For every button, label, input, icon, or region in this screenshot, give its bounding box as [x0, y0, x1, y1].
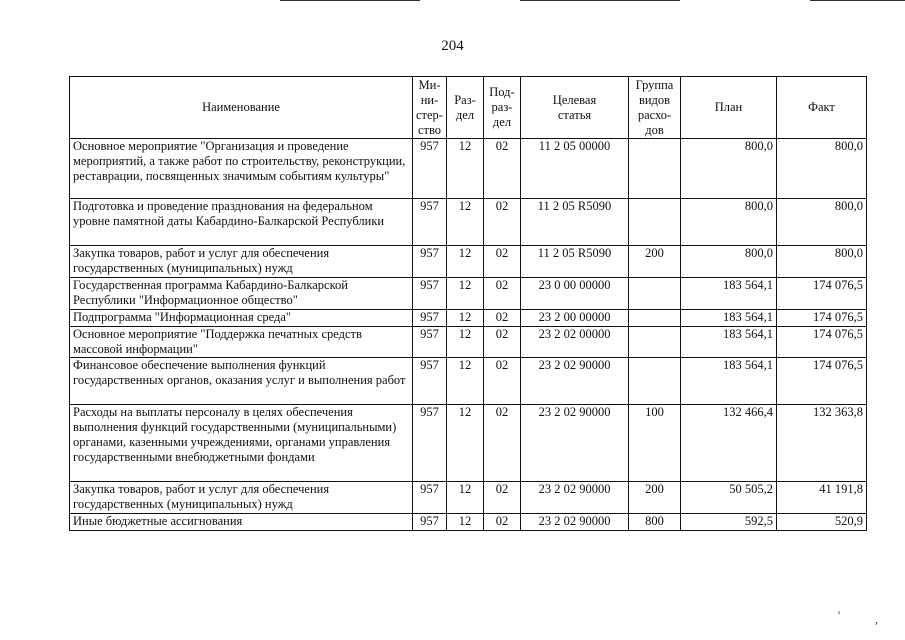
top-border-line	[280, 0, 420, 1]
row-article: 23 2 02 90000	[521, 514, 629, 531]
row-subsection: 02	[484, 199, 521, 246]
row-article: 23 2 02 90000	[521, 482, 629, 514]
table-row	[70, 358, 867, 405]
row-ministry: 957	[413, 199, 447, 246]
row-name: Иные бюджетные ассигнования	[70, 514, 413, 531]
row-name: Подготовка и проведение празднования на федеральном уровне памятной даты Кабардино-Балкарской Республики	[70, 199, 413, 246]
row-name: Закупка товаров, работ и услуг для обеспечения государственных (муниципальных) нужд	[70, 482, 413, 514]
table-row	[70, 246, 867, 278]
row-section: 12	[447, 199, 484, 246]
row-group	[629, 327, 681, 358]
row-plan: 800,0	[681, 139, 777, 199]
row-subsection: 02	[484, 327, 521, 358]
row-fact: 174 076,5	[777, 278, 867, 310]
row-subsection: 02	[484, 514, 521, 531]
row-article: 23 2 02 00000	[521, 327, 629, 358]
row-name: Основное мероприятие "Организация и проведение мероприятий, а также работ по строительству, реконструкции, реставрации, посвященных значимым событиям культуры"	[70, 139, 413, 199]
page-number: 204	[441, 38, 464, 54]
row-subsection: 02	[484, 139, 521, 199]
table-row	[70, 199, 867, 246]
row-name: Государственная программа Кабардино-Балкарской Республики "Информационное общество"	[70, 278, 413, 310]
table-row	[70, 327, 867, 358]
row-fact: 800,0	[777, 139, 867, 199]
row-ministry: 957	[413, 514, 447, 531]
row-plan: 183 564,1	[681, 310, 777, 327]
row-section: 12	[447, 139, 484, 199]
header-article: Целевая статья	[521, 77, 629, 139]
table-row	[70, 310, 867, 327]
row-ministry: 957	[413, 139, 447, 199]
table-row	[70, 405, 867, 482]
row-section: 12	[447, 405, 484, 482]
row-group: 800	[629, 514, 681, 531]
row-name: Подпрограмма "Информационная среда"	[70, 310, 413, 327]
row-plan: 183 564,1	[681, 327, 777, 358]
row-group	[629, 358, 681, 405]
row-group	[629, 199, 681, 246]
row-fact: 800,0	[777, 199, 867, 246]
row-group	[629, 310, 681, 327]
row-section: 12	[447, 482, 484, 514]
row-plan: 592,5	[681, 514, 777, 531]
table-row	[70, 482, 867, 514]
row-name: Финансовое обеспечение выполнения функций государственных органов, оказания услуг и выполнения работ	[70, 358, 413, 405]
row-subsection: 02	[484, 278, 521, 310]
row-subsection: 02	[484, 482, 521, 514]
header-fact: Факт	[777, 77, 867, 139]
row-plan: 800,0	[681, 199, 777, 246]
row-section: 12	[447, 310, 484, 327]
row-group	[629, 278, 681, 310]
row-group: 100	[629, 405, 681, 482]
row-ministry: 957	[413, 278, 447, 310]
row-subsection: 02	[484, 310, 521, 327]
row-plan: 132 466,4	[681, 405, 777, 482]
row-name: Расходы на выплаты персоналу в целях обеспечения выполнения функций государственными (муниципальными) органами, казенными учреждениями, органами управления государственными внебюджетными фондами	[70, 405, 413, 482]
row-plan: 183 564,1	[681, 358, 777, 405]
row-section: 12	[447, 514, 484, 531]
row-plan: 183 564,1	[681, 278, 777, 310]
row-section: 12	[447, 358, 484, 405]
scan-mark: ,	[875, 612, 878, 626]
row-ministry: 957	[413, 246, 447, 278]
row-group: 200	[629, 482, 681, 514]
row-fact: 800,0	[777, 246, 867, 278]
header-group: Группа видов расхо- дов	[629, 77, 681, 139]
row-ministry: 957	[413, 310, 447, 327]
row-article: 23 2 00 00000	[521, 310, 629, 327]
row-group: 200	[629, 246, 681, 278]
table-row	[70, 139, 867, 199]
header-subsection: Под- раз- дел	[484, 77, 521, 139]
row-fact: 132 363,8	[777, 405, 867, 482]
row-article: 11 2 05 00000	[521, 139, 629, 199]
row-fact: 174 076,5	[777, 358, 867, 405]
row-fact: 41 191,8	[777, 482, 867, 514]
row-plan: 50 505,2	[681, 482, 777, 514]
table-header-row	[70, 77, 867, 139]
header-ministry: Ми- ни- стер- ство	[413, 77, 447, 139]
header-name: Наименование	[70, 77, 413, 139]
header-section: Раз- дел	[447, 77, 484, 139]
row-group	[629, 139, 681, 199]
top-border-line	[810, 0, 905, 1]
row-article: 11 2 05 R5090	[521, 199, 629, 246]
row-fact: 520,9	[777, 514, 867, 531]
row-section: 12	[447, 278, 484, 310]
row-name: Основное мероприятие "Поддержка печатных средств массовой информации"	[70, 327, 413, 358]
row-ministry: 957	[413, 358, 447, 405]
row-section: 12	[447, 327, 484, 358]
row-subsection: 02	[484, 246, 521, 278]
budget-table	[69, 76, 867, 531]
row-fact: 174 076,5	[777, 327, 867, 358]
row-fact: 174 076,5	[777, 310, 867, 327]
row-article: 23 0 00 00000	[521, 278, 629, 310]
row-article: 11 2 05 R5090	[521, 246, 629, 278]
top-border-line	[520, 0, 680, 1]
row-article: 23 2 02 90000	[521, 358, 629, 405]
row-subsection: 02	[484, 358, 521, 405]
row-name: Закупка товаров, работ и услуг для обеспечения государственных (муниципальных) нужд	[70, 246, 413, 278]
row-plan: 800,0	[681, 246, 777, 278]
row-article: 23 2 02 90000	[521, 405, 629, 482]
row-ministry: 957	[413, 482, 447, 514]
row-ministry: 957	[413, 405, 447, 482]
table-row	[70, 278, 867, 310]
scan-mark: '	[838, 608, 841, 622]
row-ministry: 957	[413, 327, 447, 358]
header-plan: План	[681, 77, 777, 139]
table-row	[70, 514, 867, 531]
row-subsection: 02	[484, 405, 521, 482]
row-section: 12	[447, 246, 484, 278]
